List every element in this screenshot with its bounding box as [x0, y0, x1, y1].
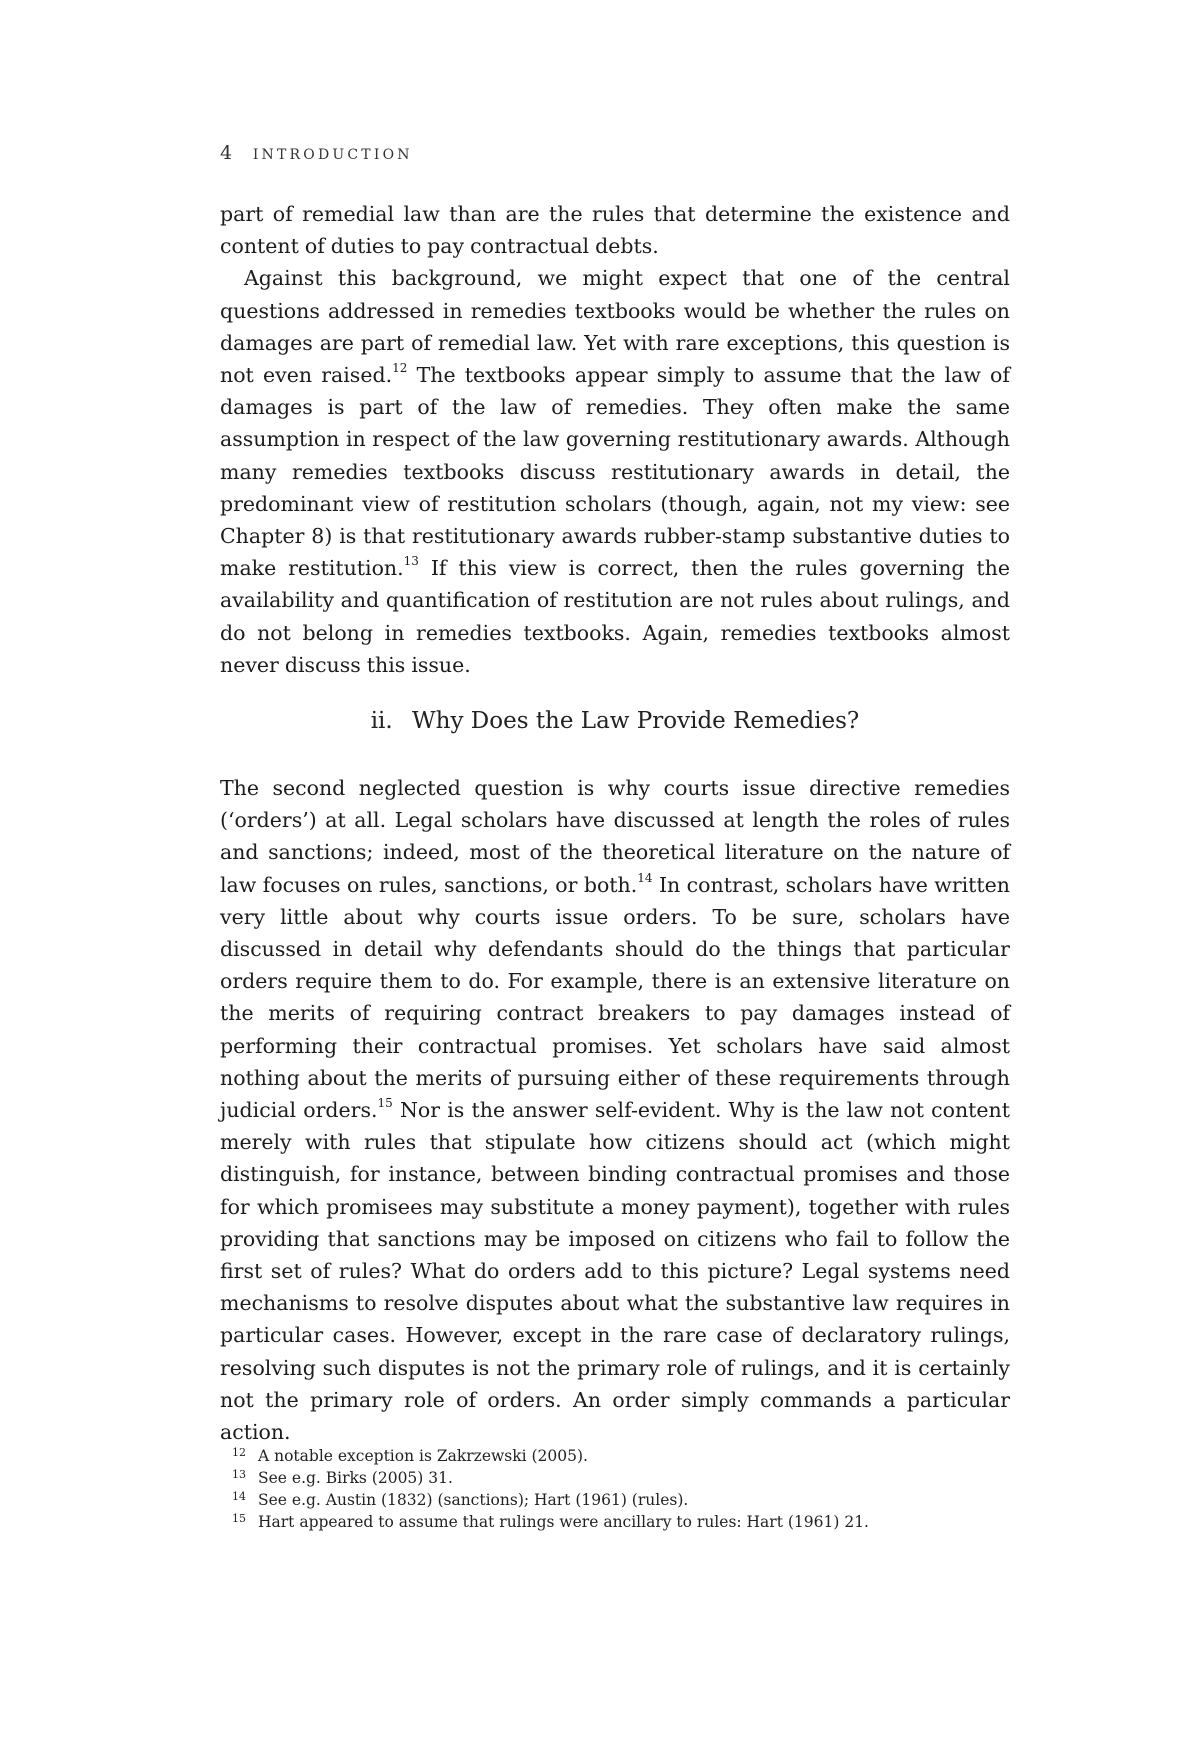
- body-text-before-heading: [220, 198, 1010, 681]
- footnote-number: 15: [232, 1512, 246, 1525]
- footnote-ref: 13: [403, 554, 419, 569]
- footnote: [232, 1489, 1012, 1511]
- text-run: The second neglected question is why courts issue directive remedies (‘orders’) at all. Legal scholars have discussed at length the roles of rules and sanctions; indeed, most of the theoretical literature on the nature of law focuses on rules, sanctions, or both.: [220, 776, 1010, 897]
- paragraph: [220, 772, 1010, 1448]
- footnote-text: See e.g. Birks (2005) 31.: [258, 1469, 453, 1487]
- footnote-number: 12: [232, 1446, 246, 1459]
- footnote-number: 13: [232, 1468, 246, 1481]
- text-run: If this view is correct, then the rules governing the availability and quantification of restitution are not rules about rulings, and do not belong in remedies textbooks. Again, remedies textbooks almost never discuss this issue.: [220, 556, 1010, 677]
- footnote: [232, 1511, 1012, 1533]
- body-text-after-heading: [220, 772, 1010, 1448]
- text-run: Against this background, we might expect that one of the central questions addressed in remedies textbooks would be whether the rules on damages are part of remedial law. Yet with rare exceptions, this question is not even raised.: [220, 266, 1010, 388]
- section-heading-title: Why Does the Law Provide Remedies?: [412, 708, 860, 734]
- text-run: Nor is the answer self-evident. Why is the law not content merely with rules that stipulate how citizens should act (which might distinguish, for instance, between binding contractual promises and those for which promisees may substitute a money payment), together with rules providing that sanctions may be imposed on citizens who fail to follow the first set of rules? What do orders add to this picture? Legal systems need mechanisms to resolve disputes about what the substantive law requires in particular cases. However, except in the rare case of declaratory rulings, resolving such disputes is not the primary role of rulings, and it is certainly not the primary role of orders. An order simply commands a particular action.: [220, 1098, 1010, 1445]
- footnotes: [232, 1445, 1012, 1533]
- footnote-ref: 14: [637, 870, 653, 885]
- text-run: The textbooks appear simply to assume that the law of damages is part of the law of remedies. They often make the same assumption in respect of the law governing restitutionary awards. Although many remedies textbooks discuss restitutionary awards in detail, the predominant view of restitution scholars (though, again, not my view: see Chapter 8) is that restitutionary awards rubber-stamp substantive duties to make restitution.: [220, 363, 1010, 581]
- footnote-text: Hart appeared to assume that rulings were ancillary to rules: Hart (1961) 21.: [258, 1513, 869, 1531]
- footnote-text: A notable exception is Zakrzewski (2005).: [258, 1447, 588, 1465]
- paragraph: [220, 198, 1010, 262]
- running-head-section: INTRODUCTION: [252, 147, 413, 163]
- footnote-text: See e.g. Austin (1832) (sanctions); Hart (1961) (rules).: [258, 1491, 689, 1509]
- footnote-ref: 12: [392, 361, 408, 376]
- running-head: [220, 142, 413, 164]
- paragraph: [220, 262, 1010, 681]
- footnote: [232, 1467, 1012, 1489]
- section-heading: [220, 708, 1010, 734]
- footnote-ref: 15: [377, 1096, 393, 1111]
- section-heading-number: ii.: [370, 708, 393, 734]
- footnote: [232, 1445, 1012, 1467]
- page-number: 4: [220, 142, 233, 164]
- text-run: In contrast, scholars have written very little about why courts issue orders. To be sure, scholars have discussed in detail why defendants should do the things that particular orders require them to do. For example, there is an extensive literature on the merits of requiring contract breakers to pay damages instead of performing their contractual promises. Yet scholars have said almost nothing about the merits of pursuing either of these requirements through judicial orders.: [220, 872, 1010, 1123]
- text-run: part of remedial law than are the rules that determine the existence and content of duties to pay contractual debts.: [220, 202, 1010, 259]
- footnote-number: 14: [232, 1490, 246, 1503]
